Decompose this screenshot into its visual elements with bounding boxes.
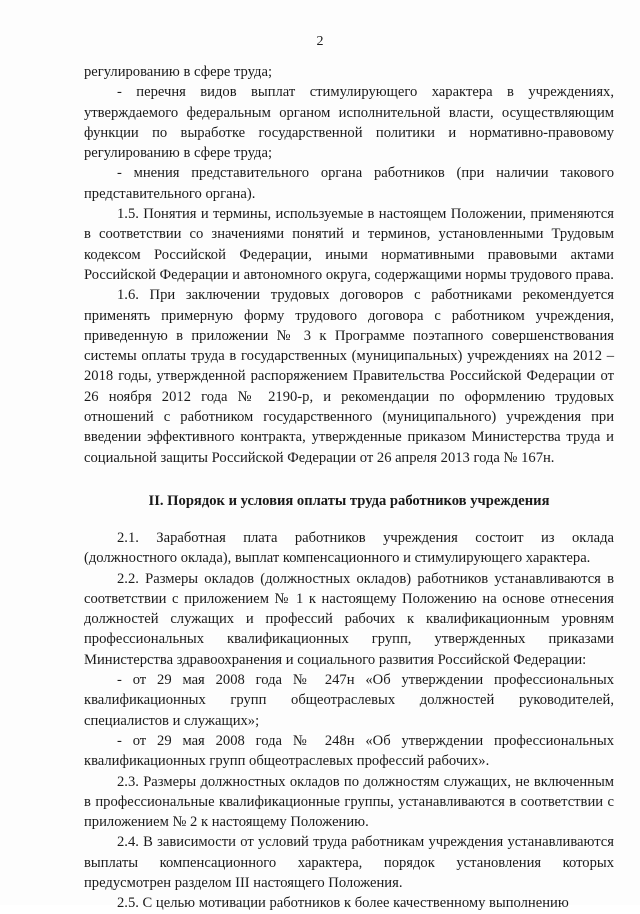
page-number: 2	[316, 34, 324, 49]
paragraph: 1.6. При заключении трудовых договоров с работниками рекомендуется применять примерную форму трудового договора с работником учреждения, приведенную в приложении № 3 к Программе поэтапного совершенствования системы оплаты труда в государственных (муниципальных) учреждениях на 2012 – 2018 годы, утвержденной распоряжением Правительства Российской Федерации от 26 ноября 2012 года № 2190-р, и рекомендации по оформлению трудовых отношений с работником государственного (муниципального) учреждения при введении эффективного контракта, утвержденные приказом Министерства труда и социальной защиты Российской Федерации от 26 апреля 2013 года № 167н.	[84, 287, 614, 466]
paragraph: 1.5. Понятия и термины, используемые в настоящем Положении, применяются в соответствии со значениями понятий и терминов, установленными Трудовым кодексом Российской Федерации, иными нормативными правовыми актами Российской Федерации и автономного округа, содержащими нормы трудового права.	[84, 206, 614, 283]
paragraph: - от 29 мая 2008 года № 248н «Об утверждении профессиональных квалификационных групп общеотраслевых профессий рабочих».	[84, 732, 614, 770]
paragraph: 2.5. С целью мотивации работников к более качественному выполнению	[117, 895, 569, 912]
paragraph: - мнения представительного органа работников (при наличии такового представительного органа).	[84, 165, 614, 202]
paragraphs-bottom	[84, 528, 614, 914]
paragraph: 2.2. Размеры окладов (должностных окладов) работников устанавливаются в соответствии с приложением № 1 к настоящему Положению на основе отнесения должностей служащих и профессий рабочих к квалификационным уровням профессиональных квалификационных групп, утвержденных приказами Министерства здравоохранения и социального развития Российской Федерации:	[84, 570, 614, 668]
paragraphs-top	[84, 62, 614, 468]
paragraph: - от 29 мая 2008 года № 247н «Об утверждении профессиональных квалификационных групп общеотраслевых должностей руководителей, специалистов и служащих»;	[84, 672, 614, 729]
paragraph: 2.3. Размеры должностных окладов по должностям служащих, не включенным в профессиональные квалификационные группы, устанавливаются в соответствии с приложением № 2 к настоящему Положению.	[84, 773, 614, 831]
paragraph: - перечня видов выплат стимулирующего характера в учреждениях, утверждаемого федеральным органом исполнительной власти, осуществляющим функции по выработке государственной политики и нормативно-правовому регулированию в сфере труда;	[84, 84, 614, 162]
section-heading: II. Порядок и условия оплаты труда работников учреждения	[148, 492, 550, 509]
paragraph: 2.4. В зависимости от условий труда работникам учреждения устанавливаются выплаты компенсационного характера, порядок установления которых предусмотрен разделом III настоящего Положения.	[84, 834, 614, 891]
document-body	[84, 62, 614, 914]
paragraph: 2.1. Заработная плата работников учреждения состоит из оклада (должностного оклада), выплат компенсационного и стимулирующего характера.	[84, 529, 614, 567]
paragraph: регулированию в сфере труда;	[84, 64, 272, 80]
